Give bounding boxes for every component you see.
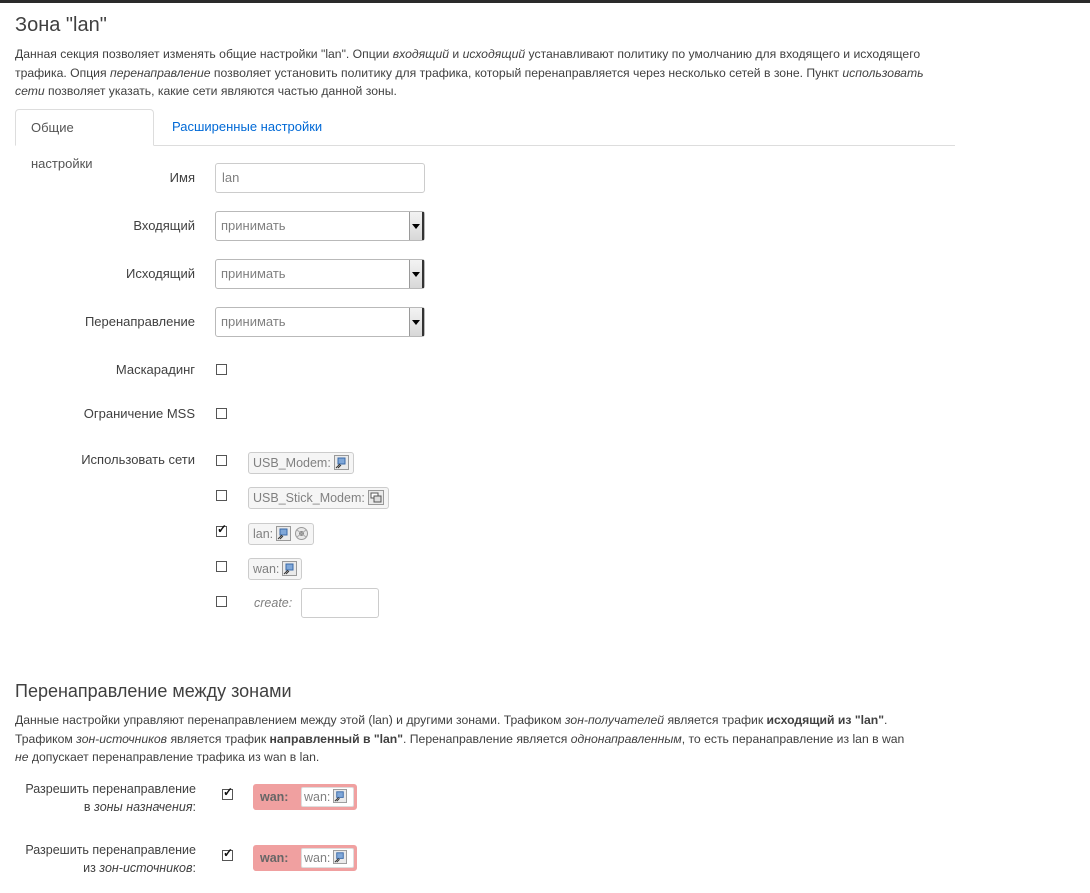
dest-zone-wan-checkbox[interactable] (222, 785, 234, 800)
name-input[interactable]: lan (215, 163, 425, 193)
input-policy-select[interactable] (215, 211, 425, 241)
ethernet-port-icon (334, 455, 349, 476)
src-zone-name: wan: (260, 851, 289, 865)
mss-clamping-label: Ограничение MSS (83, 406, 195, 421)
forwarding-section-title: Перенаправление между зонами (15, 681, 292, 701)
src-zone-network-chip: wan: (301, 848, 354, 868)
network-usb-stick-modem-checkbox[interactable] (216, 490, 227, 501)
src-zones-label: Разрешить перенаправление из зон-источников: (25, 843, 196, 875)
forward-policy-select[interactable] (215, 307, 425, 337)
network-usb-modem-chip[interactable] (248, 452, 354, 474)
network-usb-modem-checkbox[interactable] (216, 455, 227, 466)
chevron-down-icon (409, 308, 424, 336)
tab-general[interactable]: Общие настройки (15, 109, 154, 146)
network-lan-chip[interactable] (248, 523, 314, 545)
checkmark-icon: ✓ (223, 785, 234, 799)
settings-tabs (15, 109, 955, 171)
ethernet-port-icon (282, 561, 297, 582)
ethernet-port-icon (333, 789, 347, 808)
output-policy-select[interactable] (215, 259, 425, 289)
chevron-down-icon (409, 260, 424, 288)
network-lan-checkbox[interactable] (216, 522, 228, 537)
name-label: Имя (169, 170, 195, 185)
dest-zones-label: Разрешить перенаправление в зоны назначения: (25, 782, 196, 814)
forwarding-description: Данные настройки управляют перенаправлением между этой (lan) и другими зонами. Трафиком зон-получателей является трафик исходящий из "lan". Трафиком зон-источников является трафик направленный в "lan". Перенаправление является однонаправленным, то есть перанаправление из lan в wan не допускает перенаправление трафика из wan в lan. (15, 713, 905, 764)
checkmark-icon: ✓ (223, 846, 234, 860)
ethernet-port-icon (276, 526, 291, 547)
masquerading-checkbox[interactable] (216, 364, 227, 375)
output-policy-value: принимать (221, 266, 286, 281)
modem-icon (368, 490, 384, 511)
networks-label: Использовать сети (81, 452, 195, 467)
zone-description: Данная секция позволяет изменять общие настройки "lan". Опции входящий и исходящий устанавливают политику по умолчанию для входящего и исходящего трафика. Опция перенаправление позволяет установить политику для трафика, который перенаправляется через несколько сетей в зоне. Пункт использовать сети позволяет указать, какие сети являются частью данной зоны. (15, 47, 924, 98)
network-wan-chip[interactable] (248, 558, 302, 580)
mss-clamping-checkbox[interactable] (216, 408, 227, 419)
network-usb-modem-label: USB_Modem: (253, 456, 331, 470)
src-zone-wan-badge[interactable] (253, 845, 357, 871)
wifi-icon (294, 526, 309, 547)
forward-policy-label: Перенаправление (84, 314, 195, 329)
network-usb-stick-modem-chip[interactable] (248, 487, 389, 509)
network-create-input[interactable] (301, 588, 379, 618)
forward-policy-value: принимать (221, 314, 286, 329)
dest-zone-network-chip: wan: (301, 787, 354, 807)
chevron-down-icon (409, 212, 424, 240)
masquerading-label: Маскарадинг (115, 362, 195, 377)
dest-zone-wan-badge[interactable] (253, 784, 357, 810)
network-create-checkbox[interactable] (216, 596, 227, 607)
page-title: Зона "lan" (15, 14, 107, 36)
network-create-label: create: (254, 596, 293, 610)
top-bar (0, 0, 1090, 3)
checkmark-icon: ✓ (217, 522, 228, 536)
src-zone-wan-checkbox[interactable] (222, 846, 234, 861)
network-wan-checkbox[interactable] (216, 561, 227, 572)
dest-zone-name: wan: (260, 790, 289, 804)
input-policy-label: Входящий (133, 218, 195, 233)
network-usb-stick-modem-label: USB_Stick_Modem: (253, 491, 365, 505)
input-policy-value: принимать (221, 218, 286, 233)
tab-advanced[interactable]: Расширенные настройки (172, 119, 323, 134)
ethernet-port-icon (333, 850, 347, 869)
network-lan-label: lan: (253, 527, 274, 541)
network-wan-label: wan: (253, 562, 280, 576)
output-policy-label: Исходящий (126, 266, 195, 281)
